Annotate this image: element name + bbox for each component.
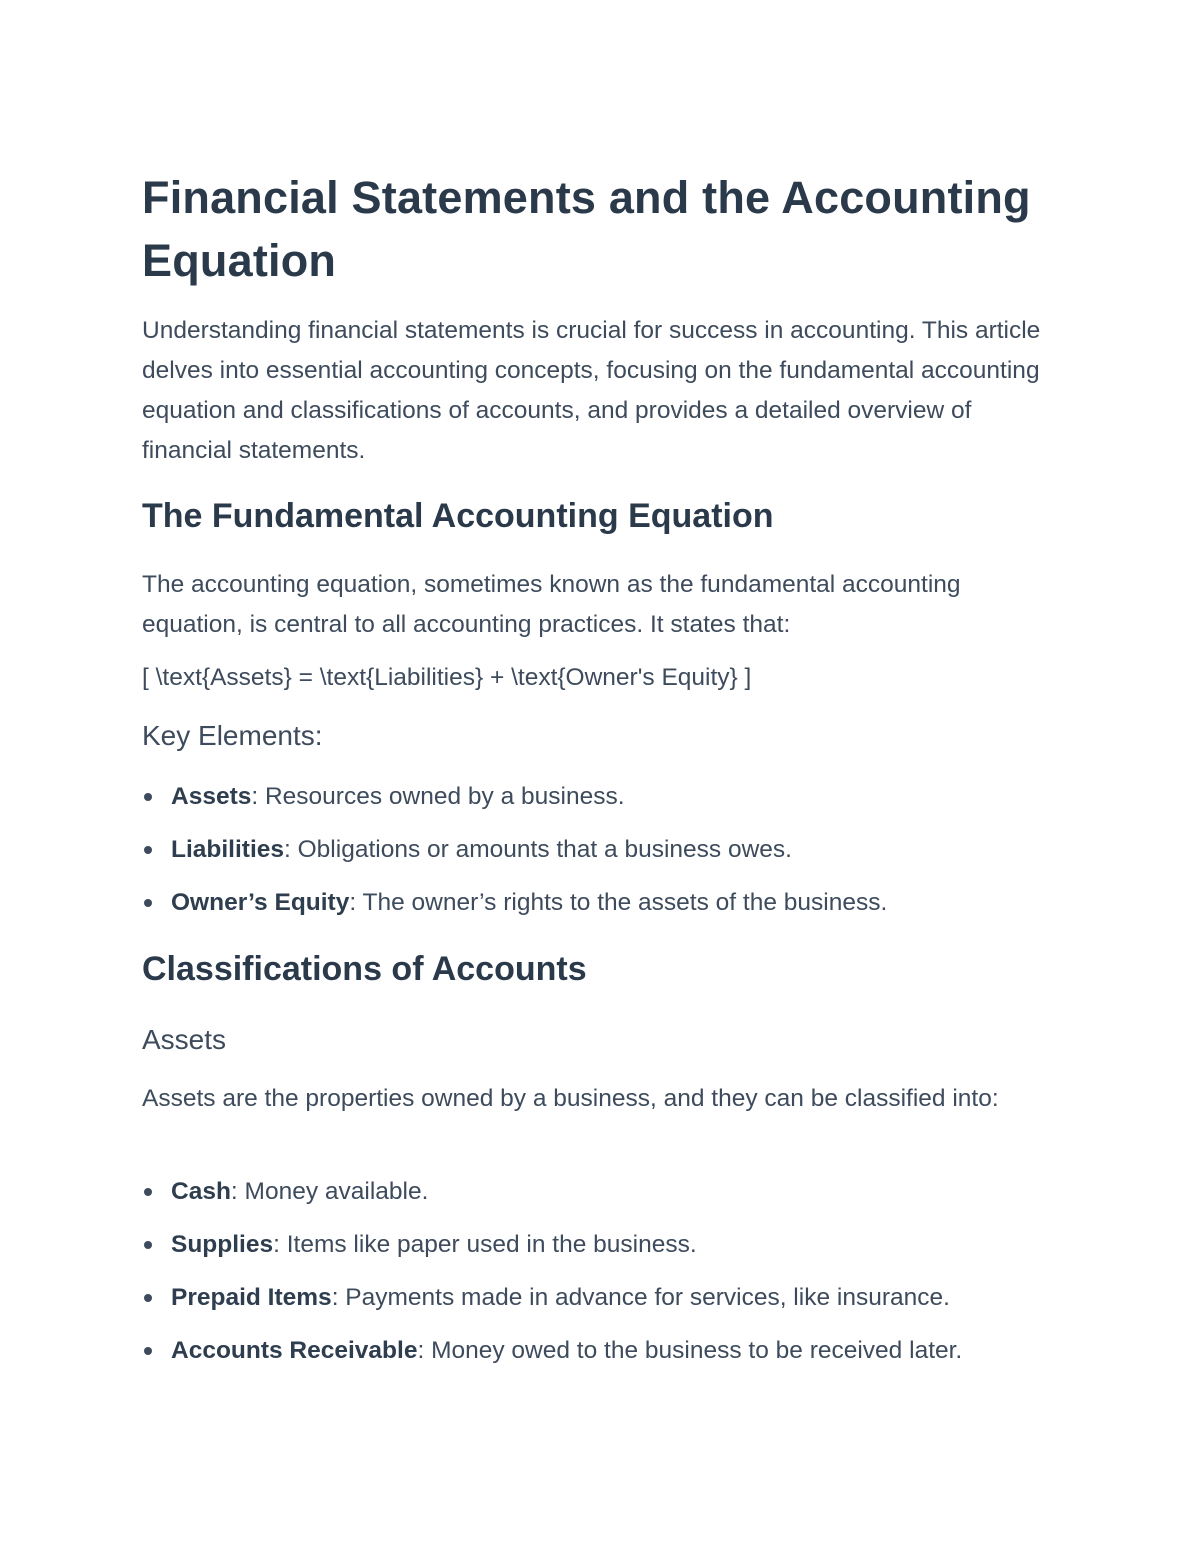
equation-intro-paragraph: The accounting equation, sometimes known as the fundamental accounting equation, is central to all accounting practices. It states that: — [142, 571, 961, 638]
list-item-description: : Money owed to the business to be received later. — [417, 1337, 963, 1364]
bullet-icon — [144, 1188, 152, 1196]
list-item-description: : Resources owned by a business. — [251, 783, 625, 810]
list-item-term: Accounts Receivable — [171, 1337, 418, 1364]
intro-paragraph: Understanding financial statements is crucial for success in accounting. This article delves into essential accounting concepts, focusing on the fundamental accounting equation and classifications of accounts, and provides a detailed overview of financial statements. — [142, 317, 1041, 464]
list-item-description: : The owner’s rights to the assets of the business. — [349, 889, 888, 916]
list-item-term: Liabilities — [171, 836, 285, 863]
list-item — [142, 830, 1082, 870]
bullet-icon — [144, 899, 152, 907]
list-item-term: Owner’s Equity — [171, 889, 350, 916]
bullet-icon — [144, 846, 152, 854]
subheading-key-elements: Key Elements: — [142, 720, 323, 751]
list-item — [142, 883, 1082, 923]
asset-types-list — [142, 1172, 1082, 1384]
list-item — [142, 1225, 1082, 1265]
list-item-description: : Money available. — [230, 1178, 429, 1205]
list-item-term: Cash — [171, 1178, 231, 1205]
key-elements-list — [142, 777, 1082, 936]
list-item — [142, 777, 1082, 817]
list-item-term: Prepaid Items — [171, 1284, 332, 1311]
section-heading-equation: The Fundamental Accounting Equation — [142, 497, 774, 535]
list-item — [142, 1331, 1082, 1371]
bullet-icon — [144, 1347, 152, 1355]
equation-text: [ \text{Assets} = \text{Liabilities} + \text{Owner's Equity} ] — [142, 664, 752, 691]
list-item-description: : Payments made in advance for services, like insurance. — [331, 1284, 950, 1311]
list-item-term: Assets — [171, 783, 252, 810]
section-heading-classifications: Classifications of Accounts — [142, 950, 587, 988]
assets-intro-paragraph: Assets are the properties owned by a business, and they can be classified into: — [142, 1085, 999, 1112]
list-item — [142, 1278, 1082, 1318]
list-item-term: Supplies — [171, 1231, 274, 1258]
list-item — [142, 1172, 1082, 1212]
bullet-icon — [144, 1241, 152, 1249]
page-title: Financial Statements and the Accounting Equation — [142, 172, 1031, 286]
subheading-assets: Assets — [142, 1024, 227, 1055]
bullet-icon — [144, 1294, 152, 1302]
list-item-description: : Obligations or amounts that a business owes. — [284, 836, 792, 863]
list-item-description: : Items like paper used in the business. — [273, 1231, 697, 1258]
bullet-icon — [144, 793, 152, 801]
